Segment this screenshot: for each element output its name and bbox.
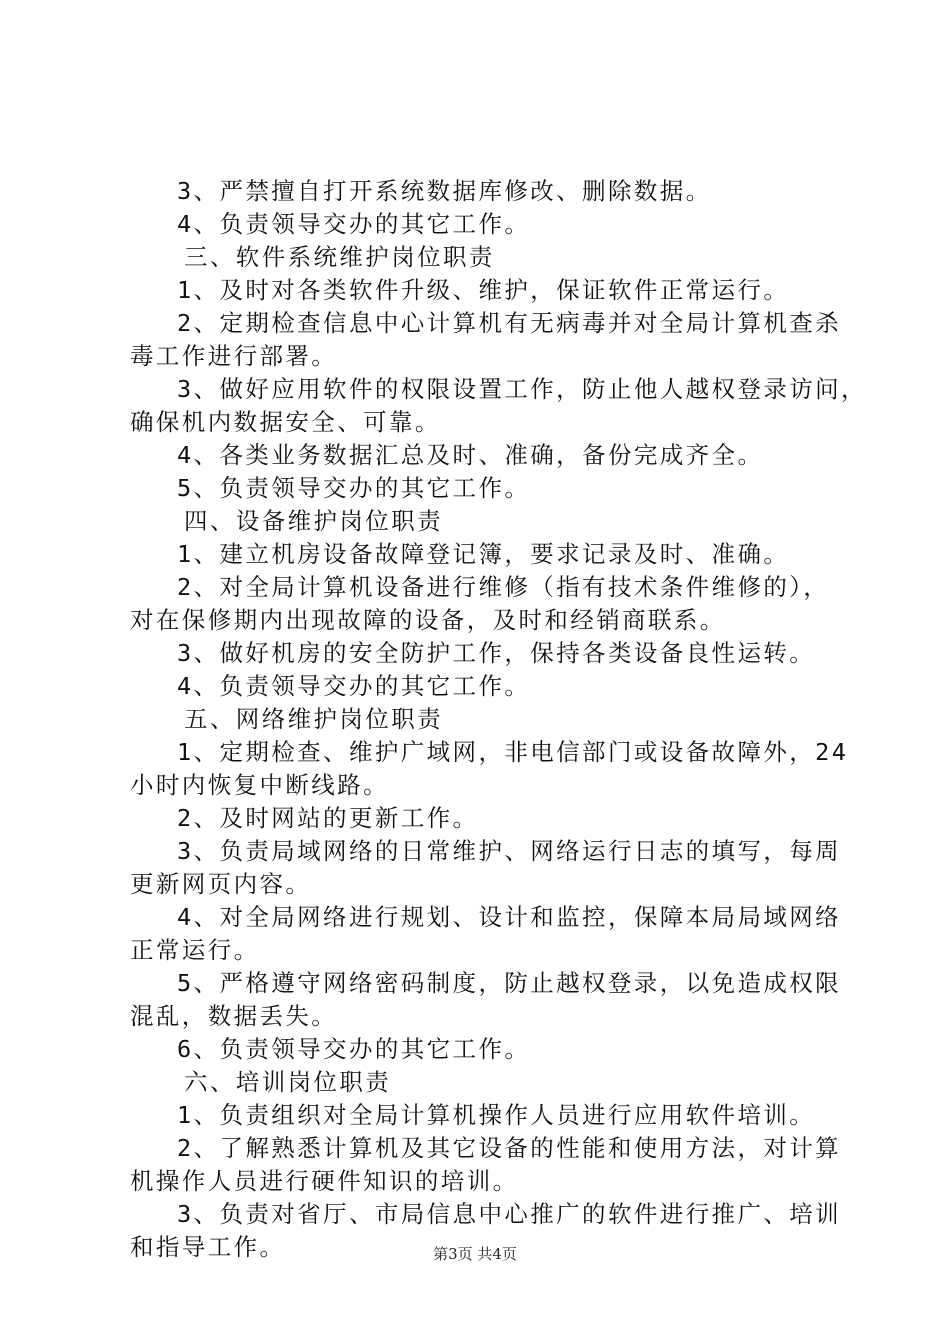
paragraph-line: 2、定期检查信息中心计算机有无病毒并对全局计算机查杀 — [177, 309, 842, 337]
paragraph-line: 4、对全局网络进行规划、设计和监控，保障本局局域网络 — [177, 903, 842, 931]
paragraph-line: 2、对全局计算机设备进行维修（指有技术条件维修的）， — [177, 573, 830, 601]
paragraph-line: 和指导工作。 — [130, 1233, 286, 1261]
section-heading: 四、设备维护岗位职责 — [184, 507, 443, 535]
paragraph-line: 3、做好机房的安全防护工作，保持各类设备良性运转。 — [177, 639, 816, 667]
paragraph-line: 5、负责领导交办的其它工作。 — [177, 474, 531, 502]
paragraph-line: 3、负责对省厅、市局信息中心推广的软件进行推广、培训 — [177, 1200, 842, 1228]
section-heading: 三、软件系统维护岗位职责 — [184, 243, 495, 271]
paragraph-line: 2、了解熟悉计算机及其它设备的性能和使用方法，对计算 — [177, 1134, 842, 1162]
paragraph-line: 6、负责领导交办的其它工作。 — [177, 1035, 531, 1063]
paragraph-line: 1、建立机房设备故障登记簿，要求记录及时、准确。 — [177, 540, 790, 568]
paragraph-line: 1、定期检查、维护广域网，非电信部门或设备故障外，24 — [177, 738, 849, 766]
paragraph-line: 2、及时网站的更新工作。 — [177, 804, 479, 832]
paragraph-line: 3、严禁擅自打开系统数据库修改、删除数据。 — [177, 177, 712, 205]
paragraph-line: 4、各类业务数据汇总及时、准确，备份完成齐全。 — [177, 441, 764, 469]
paragraph-line: 毒工作进行部署。 — [130, 342, 338, 370]
paragraph-line: 4、负责领导交办的其它工作。 — [177, 672, 531, 700]
section-heading: 六、培训岗位职责 — [184, 1068, 392, 1096]
section-heading: 五、网络维护岗位职责 — [184, 705, 443, 733]
page-footer: 第3页 共4页 — [433, 1245, 517, 1263]
paragraph-line: 对在保修期内出现故障的设备，及时和经销商联系。 — [130, 606, 726, 634]
paragraph-line: 3、负责局域网络的日常维护、网络运行日志的填写，每周 — [177, 837, 842, 865]
paragraph-line: 混乱，数据丢失。 — [130, 1002, 338, 1030]
paragraph-line: 更新网页内容。 — [130, 870, 312, 898]
paragraph-line: 1、负责组织对全局计算机操作人员进行应用软件培训。 — [177, 1101, 816, 1129]
document-body — [130, 175, 867, 1264]
paragraph-line: 确保机内数据安全、可靠。 — [130, 408, 441, 436]
paragraph-line: 机操作人员进行硬件知识的培训。 — [130, 1167, 519, 1195]
paragraph-line: 小时内恢复中断线路。 — [130, 771, 389, 799]
paragraph-line: 正常运行。 — [130, 936, 260, 964]
paragraph-line: 5、严格遵守网络密码制度，防止越权登录，以免造成权限 — [177, 969, 842, 997]
paragraph-line: 3、做好应用软件的权限设置工作，防止他人越权登录访问， — [177, 375, 867, 403]
paragraph-line: 1、及时对各类软件升级、维护，保证软件正常运行。 — [177, 276, 790, 304]
paragraph-line: 4、负责领导交办的其它工作。 — [177, 210, 531, 238]
